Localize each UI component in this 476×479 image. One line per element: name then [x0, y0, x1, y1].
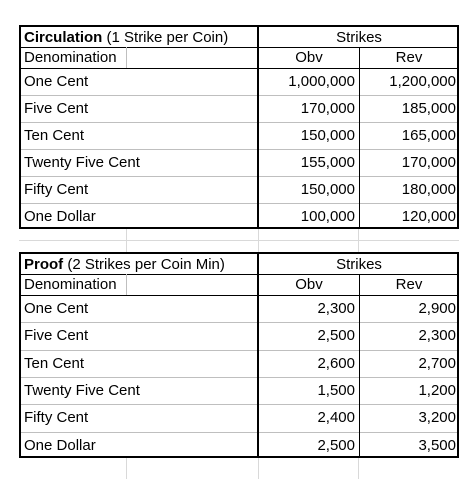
table-row [21, 95, 457, 122]
divider [359, 47, 360, 227]
circulation-header-row [21, 27, 457, 47]
row-divider [21, 176, 457, 177]
table-row [21, 176, 457, 203]
divider [21, 47, 457, 48]
denomination-cell: One Dollar [24, 208, 96, 225]
sheet-gridline [258, 458, 259, 479]
proof-obv-label: Obv [295, 276, 323, 293]
rev-cell: 2,300 [418, 327, 456, 345]
sheet-gridline [358, 458, 359, 479]
denomination-cell: Five Cent [24, 327, 89, 345]
row-divider [21, 122, 457, 123]
table-row [21, 404, 457, 431]
table-row [21, 149, 457, 176]
divider [359, 274, 360, 456]
denomination-cell: Fifty Cent [24, 409, 89, 427]
divider [126, 47, 127, 68]
row-divider [21, 404, 457, 405]
obv-cell: 2,500 [317, 327, 355, 345]
divider [21, 295, 457, 296]
rev-cell: 3,200 [418, 409, 456, 427]
rev-cell: 170,000 [401, 154, 456, 171]
obv-cell: 2,300 [317, 300, 355, 318]
obv-cell: 1,000,000 [288, 73, 355, 90]
table-row [21, 432, 457, 459]
sheet-gridline [19, 240, 459, 241]
proof-title-note: (2 Strikes per Coin Min) [63, 255, 225, 273]
circulation-title [21, 27, 259, 47]
circulation-denomination-label: Denomination [24, 49, 117, 66]
obv-cell: 170,000 [300, 100, 355, 117]
table-row [21, 322, 457, 349]
divider [21, 274, 457, 275]
denomination-cell: One Cent [24, 73, 89, 90]
divider [257, 27, 259, 227]
denomination-cell: Fifty Cent [24, 181, 89, 198]
obv-cell: 150,000 [300, 181, 355, 198]
rev-cell: 2,700 [418, 354, 456, 372]
obv-cell: 2,400 [317, 409, 355, 427]
sheet-gridline [126, 458, 127, 479]
rev-cell: 120,000 [401, 208, 456, 225]
proof-subheader-row [21, 274, 457, 295]
table-row [21, 350, 457, 377]
denomination-cell: Ten Cent [24, 127, 85, 144]
rev-cell: 2,900 [418, 300, 456, 318]
table-row [21, 295, 457, 322]
table-row [21, 203, 457, 230]
circulation-title-note: (1 Strike per Coin) [102, 28, 229, 46]
rev-cell: 165,000 [401, 127, 456, 144]
proof-title-bold: Proof [24, 255, 64, 273]
obv-cell: 155,000 [300, 154, 355, 171]
circulation-subheader-row [21, 47, 457, 68]
row-divider [21, 149, 457, 150]
row-divider [21, 322, 457, 323]
rev-cell: 180,000 [401, 181, 456, 198]
proof-title [21, 254, 259, 274]
rev-cell: 1,200,000 [389, 73, 456, 90]
rev-cell: 3,500 [418, 436, 456, 454]
obv-cell: 100,000 [300, 208, 355, 225]
circulation-title-bold: Circulation [24, 28, 103, 46]
proof-denomination-label: Denomination [24, 276, 117, 293]
divider [21, 68, 457, 69]
row-divider [21, 377, 457, 378]
denomination-cell: Twenty Five Cent [24, 154, 140, 171]
circulation-strikes-label: Strikes [336, 28, 382, 46]
rev-cell: 185,000 [401, 100, 456, 117]
obv-cell: 2,500 [317, 436, 355, 454]
row-divider [21, 350, 457, 351]
proof-rev-label: Rev [395, 276, 423, 293]
denomination-cell: Ten Cent [24, 354, 85, 372]
denomination-cell: One Cent [24, 300, 89, 318]
table-row [21, 68, 457, 95]
circulation-table [19, 25, 459, 229]
denomination-cell: Twenty Five Cent [24, 382, 140, 400]
circulation-rev-label: Rev [395, 49, 423, 66]
proof-table [19, 252, 459, 458]
row-divider [21, 203, 457, 204]
proof-strikes-label: Strikes [336, 255, 382, 273]
obv-cell: 2,600 [317, 354, 355, 372]
obv-cell: 1,500 [317, 382, 355, 400]
obv-cell: 150,000 [300, 127, 355, 144]
table-row [21, 122, 457, 149]
row-divider [21, 95, 457, 96]
proof-header-row [21, 254, 457, 274]
table-row [21, 377, 457, 404]
denomination-cell: One Dollar [24, 436, 96, 454]
row-divider [21, 432, 457, 433]
divider [257, 254, 259, 456]
rev-cell: 1,200 [418, 382, 456, 400]
circulation-obv-label: Obv [295, 49, 323, 66]
divider [126, 274, 127, 295]
denomination-cell: Five Cent [24, 100, 89, 117]
